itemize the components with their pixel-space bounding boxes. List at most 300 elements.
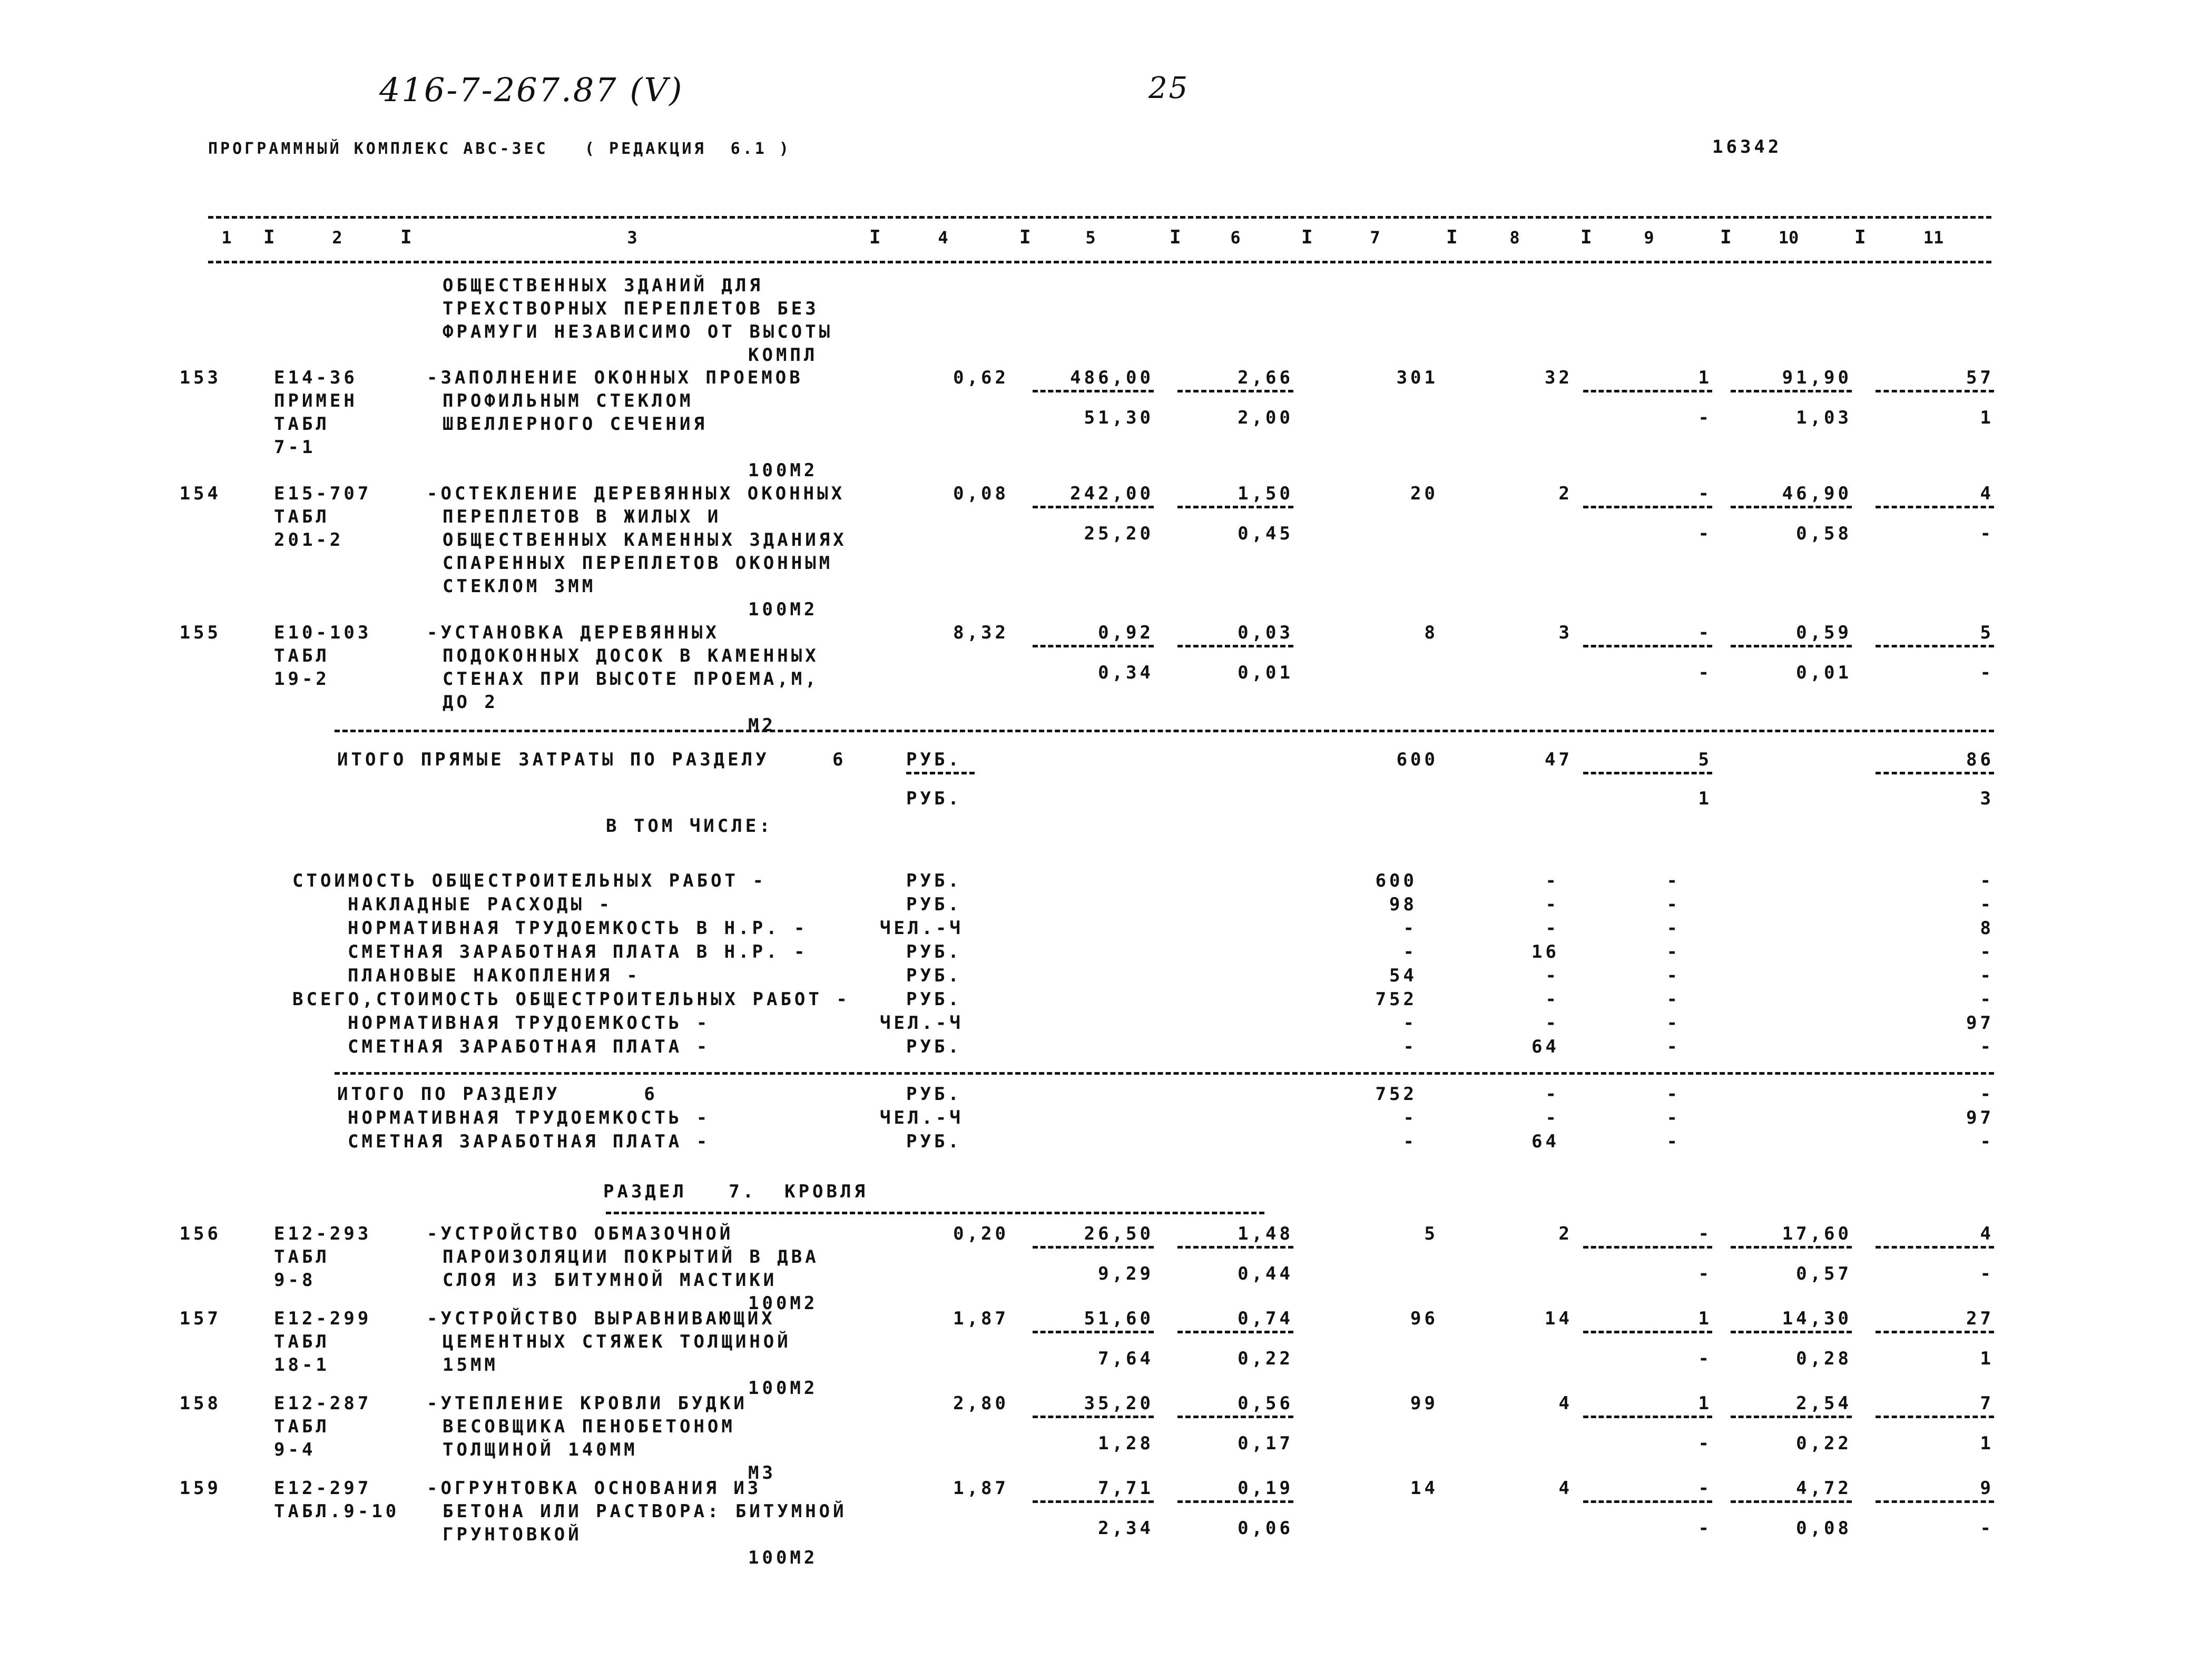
column-separator: I (1446, 227, 1458, 248)
breakdown-unit: РУБ. (906, 1036, 962, 1057)
row-unit: 100М2 (748, 1547, 818, 1568)
section-sum-c7: 752 (1375, 1084, 1417, 1105)
row-code: ТАБЛ (274, 645, 330, 666)
breakdown-label: СМЕТНАЯ ЗАРАБОТНАЯ ПЛАТА В Н.Р. - (348, 941, 808, 962)
row-divider (1731, 1500, 1852, 1503)
row-c11-top: 57 (1966, 367, 1994, 388)
row-code: E12-293 (274, 1223, 372, 1244)
row-code: ТАБЛ (274, 1416, 330, 1437)
breakdown-c8: - (1545, 989, 1559, 1010)
section-sum-unit: РУБ. (906, 1131, 962, 1152)
row-divider (1033, 645, 1154, 647)
breakdown-c9: - (1666, 918, 1681, 939)
row-code: ТАБЛ (274, 414, 330, 435)
row-oper-bot: 0,17 (1238, 1433, 1293, 1454)
section-total-c11: 86 (1966, 749, 1994, 770)
header-bottom-rule (208, 261, 1991, 263)
breakdown-c7: - (1403, 1013, 1417, 1034)
row-c11-top: 9 (1980, 1478, 1994, 1499)
row-oper-top: 2,66 (1238, 367, 1293, 388)
section-total-unit: РУБ. (906, 749, 962, 770)
row-divider (1177, 390, 1293, 392)
row-code: 9-4 (274, 1439, 316, 1460)
breakdown-c8: 16 (1531, 941, 1559, 962)
breakdown-label: СТОИМОСТЬ ОБЩЕСТРОИТЕЛЬНЫХ РАБОТ - (292, 870, 767, 891)
section-divider (906, 772, 975, 774)
row-c11-bot: - (1980, 523, 1994, 544)
breakdown-unit: ЧЕЛ.-Ч (880, 918, 964, 939)
row-labor-bot: 0,22 (1796, 1433, 1852, 1454)
breakdown-unit: РУБ. (906, 894, 962, 915)
row-oper-top: 1,50 (1238, 483, 1293, 504)
section-7-underline (606, 1212, 1264, 1214)
column-separator: I (400, 227, 412, 248)
section-sum-c8: 64 (1531, 1131, 1559, 1152)
row-c11-bot: 1 (1980, 407, 1994, 428)
row-divider (1731, 506, 1852, 508)
page-number: 25 (1148, 71, 1190, 105)
row-mach-bot: - (1698, 407, 1712, 428)
row-oper-bot: 0,44 (1238, 1263, 1293, 1284)
row-description: ГРУНТОВКОЙ (443, 1524, 582, 1545)
row-total: 5 (1424, 1223, 1438, 1244)
row-price-top: 0,92 (1098, 622, 1154, 643)
breakdown-c7: - (1403, 918, 1417, 939)
row-quantity: 1,87 (953, 1308, 1009, 1329)
section-sum-unit: РУБ. (906, 1084, 962, 1105)
breakdown-c11: - (1980, 989, 1994, 1010)
column-header-cell: 2 (332, 228, 342, 248)
row-wage: 2 (1558, 483, 1573, 504)
column-separator: I (263, 227, 275, 248)
breakdown-c7: 752 (1375, 989, 1417, 1010)
row-labor-bot: 0,08 (1796, 1518, 1852, 1539)
row-unit: М3 (748, 1462, 776, 1483)
row-mach-top: 1 (1698, 1308, 1712, 1329)
column-separator: I (1580, 227, 1592, 248)
breakdown-c8: - (1545, 965, 1559, 986)
column-separator: I (1301, 227, 1313, 248)
section-total-c11-bot: 3 (1980, 788, 1994, 809)
continuation-line: ТРЕХСТВОРНЫХ ПЕРЕПЛЕТОВ БЕЗ (443, 298, 819, 319)
column-header-cell: 9 (1644, 228, 1654, 248)
row-description: ЦЕМЕНТНЫХ СТЯЖЕК ТОЛЩИНОЙ (443, 1331, 791, 1352)
row-labor-top: 91,90 (1782, 367, 1852, 388)
breakdown-c11: - (1980, 965, 1994, 986)
row-mach-top: - (1698, 483, 1712, 504)
row-divider (1876, 1500, 1994, 1503)
row-number: 159 (179, 1478, 221, 1499)
row-oper-bot: 0,06 (1238, 1518, 1293, 1539)
row-divider (1177, 506, 1293, 508)
row-code: ТАБЛ.9-10 (274, 1501, 400, 1522)
row-price-top: 486,00 (1070, 367, 1154, 388)
row-divider (1731, 390, 1852, 392)
section-total-value: 600 (1396, 749, 1438, 770)
row-code: 18-1 (274, 1354, 330, 1376)
section-total-number: 6 (832, 749, 847, 770)
row-description: СЛОЯ ИЗ БИТУМНОЙ МАСТИКИ (443, 1270, 778, 1291)
row-price-bot: 7,64 (1098, 1348, 1154, 1369)
row-divider (1177, 645, 1293, 647)
breakdown-c9: - (1666, 1013, 1681, 1034)
row-divider (1583, 645, 1712, 647)
continuation-line: КОМПЛ (748, 345, 818, 366)
breakdown-label: НОРМАТИВНАЯ ТРУДОЕМКОСТЬ В Н.Р. - (348, 918, 808, 939)
row-divider (1033, 1500, 1154, 1503)
row-price-top: 35,20 (1084, 1393, 1154, 1414)
row-description: -УСТРОЙСТВО ВЫРАВНИВАЮЩИХ (427, 1308, 775, 1329)
row-code: ТАБЛ (274, 1246, 330, 1268)
section-total-label: ИТОГО ПРЯМЫЕ ЗАТРАТЫ ПО РАЗДЕЛУ (337, 749, 770, 770)
row-c11-top: 5 (1980, 622, 1994, 643)
breakdown-c9: - (1666, 894, 1681, 915)
row-price-bot: 1,28 (1098, 1433, 1154, 1454)
continuation-line: ФРАМУГИ НЕЗАВИСИМО ОТ ВЫСОТЫ (443, 321, 833, 342)
row-number: 155 (179, 622, 221, 643)
breakdown-unit: РУБ. (906, 941, 962, 962)
section-sum-c11: - (1980, 1131, 1994, 1152)
row-description: -УСТРОЙСТВО ОБМАЗОЧНОЙ (427, 1223, 734, 1244)
row-total: 14 (1410, 1478, 1438, 1499)
section-sum-c8: - (1545, 1107, 1559, 1128)
row-description: -ОГРУНТОВКА ОСНОВАНИЯ ИЗ (427, 1478, 762, 1499)
row-description: СТЕНАХ ПРИ ВЫСОТЕ ПРОЕМА,М, (443, 669, 819, 690)
row-divider (1033, 1246, 1154, 1249)
row-code: E12-287 (274, 1393, 372, 1414)
row-divider (1876, 506, 1994, 508)
breakdown-c9: - (1666, 1036, 1681, 1057)
row-divider (1583, 1331, 1712, 1333)
row-number: 156 (179, 1223, 221, 1244)
breakdown-c9: - (1666, 941, 1681, 962)
row-quantity: 2,80 (953, 1393, 1009, 1414)
row-description: -ОСТЕКЛЕНИЕ ДЕРЕВЯННЫХ ОКОННЫХ (427, 483, 846, 504)
section-total-rule (335, 1072, 1994, 1075)
column-header-cell: 4 (938, 228, 948, 248)
row-mach-top: - (1698, 1223, 1712, 1244)
section-total-unit2: РУБ. (906, 788, 962, 809)
row-oper-bot: 0,22 (1238, 1348, 1293, 1369)
breakdown-c9: - (1666, 870, 1681, 891)
row-c11-bot: 1 (1980, 1433, 1994, 1454)
row-code: 9-8 (274, 1270, 316, 1291)
row-total: 99 (1410, 1393, 1438, 1414)
section-sum-label: НОРМАТИВНАЯ ТРУДОЕМКОСТЬ - (348, 1107, 711, 1128)
row-code: E15-707 (274, 483, 372, 504)
breakdown-c11: - (1980, 1036, 1994, 1057)
row-labor-bot: 1,03 (1796, 407, 1852, 428)
column-header-cell: 7 (1370, 228, 1380, 248)
breakdown-label: СМЕТНАЯ ЗАРАБОТНАЯ ПЛАТА - (348, 1036, 711, 1057)
breakdown-c7: 54 (1389, 965, 1417, 986)
row-divider (1033, 1416, 1154, 1418)
section-total-mach-bot: 1 (1698, 788, 1712, 809)
section-sum-label: ИТОГО ПО РАЗДЕЛУ 6 (337, 1084, 658, 1105)
row-price-bot: 51,30 (1084, 407, 1154, 428)
row-quantity: 1,87 (953, 1478, 1009, 1499)
section-sum-c11: - (1980, 1084, 1994, 1105)
section-sum-label: СМЕТНАЯ ЗАРАБОТНАЯ ПЛАТА - (348, 1131, 711, 1152)
row-total: 20 (1410, 483, 1438, 504)
row-labor-bot: 0,01 (1796, 662, 1852, 683)
row-code: 201-2 (274, 529, 344, 551)
breakdown-c11: - (1980, 894, 1994, 915)
row-number: 157 (179, 1308, 221, 1329)
row-mach-top: - (1698, 622, 1712, 643)
column-header-cell: 11 (1923, 228, 1944, 248)
breakdown-c7: - (1403, 941, 1417, 962)
row-labor-top: 46,90 (1782, 483, 1852, 504)
row-divider (1033, 506, 1154, 508)
row-divider (1177, 1416, 1293, 1418)
continuation-line: ОБЩЕСТВЕННЫХ ЗДАНИЙ ДЛЯ (443, 275, 763, 296)
breakdown-c7: 600 (1375, 870, 1417, 891)
including-label: В ТОМ ЧИСЛЕ: (606, 816, 773, 837)
row-divider (1583, 1246, 1712, 1249)
column-header-cell: 1 (221, 228, 232, 248)
row-description: ТОЛЩИНОЙ 140ММ (443, 1439, 638, 1460)
row-description: ПАРОИЗОЛЯЦИИ ПОКРЫТИЙ В ДВА (443, 1246, 819, 1268)
row-code: 19-2 (274, 669, 330, 690)
row-mach-bot: - (1698, 1518, 1712, 1539)
row-price-top: 242,00 (1070, 483, 1154, 504)
row-price-top: 7,71 (1098, 1478, 1154, 1499)
section-sum-c8: - (1545, 1084, 1559, 1105)
column-header-cell: 8 (1509, 228, 1520, 248)
row-quantity: 0,08 (953, 483, 1009, 504)
column-header-cell: 3 (627, 228, 637, 248)
row-oper-top: 0,19 (1238, 1478, 1293, 1499)
row-divider (1731, 1416, 1852, 1418)
row-number: 153 (179, 367, 221, 388)
column-separator: I (1720, 227, 1732, 248)
row-mach-bot: - (1698, 523, 1712, 544)
row-description: СПАРЕННЫХ ПЕРЕПЛЕТОВ ОКОННЫМ (443, 553, 833, 574)
row-mach-top: - (1698, 1478, 1712, 1499)
row-unit: 100М2 (748, 1378, 818, 1399)
row-c11-bot: - (1980, 1518, 1994, 1539)
section-sum-c9: - (1666, 1107, 1681, 1128)
row-total: 96 (1410, 1308, 1438, 1329)
row-wage: 32 (1545, 367, 1573, 388)
row-oper-top: 0,56 (1238, 1393, 1293, 1414)
row-description: ВЕСОВЩИКА ПЕНОБЕТОНОМ (443, 1416, 735, 1437)
row-description: -ЗАПОЛНЕНИЕ ОКОННЫХ ПРОЕМОВ (427, 367, 803, 388)
row-divider (1583, 1416, 1712, 1418)
row-total: 8 (1424, 622, 1438, 643)
row-labor-bot: 0,28 (1796, 1348, 1852, 1369)
row-divider (1033, 390, 1154, 392)
row-oper-bot: 0,45 (1238, 523, 1293, 544)
row-c11-bot: - (1980, 662, 1994, 683)
breakdown-unit: РУБ. (906, 989, 962, 1010)
section-sum-unit: ЧЕЛ.-Ч (880, 1107, 964, 1128)
row-c11-bot: - (1980, 1263, 1994, 1284)
breakdown-unit: РУБ. (906, 965, 962, 986)
breakdown-c8: 64 (1531, 1036, 1559, 1057)
breakdown-label: ПЛАНОВЫЕ НАКОПЛЕНИЯ - (348, 965, 641, 986)
row-description: -УТЕПЛЕНИЕ КРОВЛИ БУДКИ (427, 1393, 748, 1414)
breakdown-c11: 8 (1980, 918, 1994, 939)
breakdown-unit: РУБ. (906, 870, 962, 891)
row-divider (1583, 1500, 1712, 1503)
breakdown-c8: - (1545, 894, 1559, 915)
row-c11-top: 7 (1980, 1393, 1994, 1414)
row-divider (1876, 1416, 1994, 1418)
row-code: ПРИМЕН (274, 390, 358, 411)
column-separator: I (1854, 227, 1866, 248)
breakdown-c8: - (1545, 918, 1559, 939)
row-mach-bot: - (1698, 1433, 1712, 1454)
row-total: 301 (1396, 367, 1438, 388)
row-labor-bot: 0,57 (1796, 1263, 1852, 1284)
row-c11-bot: 1 (1980, 1348, 1994, 1369)
breakdown-c9: - (1666, 965, 1681, 986)
row-unit: 100М2 (748, 1293, 818, 1314)
row-labor-top: 0,59 (1796, 622, 1852, 643)
row-labor-top: 14,30 (1782, 1308, 1852, 1329)
row-description: ОБЩЕСТВЕННЫХ КАМЕННЫХ ЗДАНИЯХ (443, 529, 847, 551)
row-quantity: 0,20 (953, 1223, 1009, 1244)
row-wage: 4 (1558, 1478, 1573, 1499)
row-divider (1876, 1331, 1994, 1333)
row-mach-bot: - (1698, 662, 1712, 683)
row-c11-top: 4 (1980, 483, 1994, 504)
row-c11-top: 27 (1966, 1308, 1994, 1329)
row-oper-top: 0,74 (1238, 1308, 1293, 1329)
row-number: 158 (179, 1393, 221, 1414)
breakdown-c8: - (1545, 870, 1559, 891)
row-divider (1033, 1331, 1154, 1333)
row-labor-top: 17,60 (1782, 1223, 1852, 1244)
breakdown-label: НАКЛАДНЫЕ РАСХОДЫ - (348, 894, 613, 915)
row-price-bot: 0,34 (1098, 662, 1154, 683)
column-header-cell: 10 (1778, 228, 1799, 248)
section-sum-c9: - (1666, 1084, 1681, 1105)
row-divider (1583, 390, 1712, 392)
column-separator: I (1019, 227, 1031, 248)
row-divider (1876, 1246, 1994, 1249)
section-rule (335, 730, 1994, 732)
row-price-bot: 2,34 (1098, 1518, 1154, 1539)
section-total-mach: 5 (1698, 749, 1712, 770)
row-oper-bot: 0,01 (1238, 662, 1293, 683)
breakdown-c11: - (1980, 870, 1994, 891)
row-description: СТЕКЛОМ 3ММ (443, 576, 596, 597)
row-wage: 2 (1558, 1223, 1573, 1244)
row-code: ТАБЛ (274, 506, 330, 527)
row-price-top: 26,50 (1084, 1223, 1154, 1244)
row-description: -УСТАНОВКА ДЕРЕВЯННЫХ (427, 622, 720, 643)
breakdown-c7: 98 (1389, 894, 1417, 915)
row-number: 154 (179, 483, 221, 504)
row-divider (1583, 506, 1712, 508)
breakdown-c11: 97 (1966, 1013, 1994, 1034)
program-line: ПРОГРАММНЫЙ КОМПЛЕКС АВС-ЗЕС ( РЕДАКЦИЯ 6.1 ) (208, 140, 791, 158)
breakdown-c9: - (1666, 989, 1681, 1010)
row-unit: 100М2 (748, 460, 818, 481)
row-description: ПЕРЕПЛЕТОВ В ЖИЛЫХ И (443, 506, 722, 527)
row-labor-top: 2,54 (1796, 1393, 1852, 1414)
row-description: ПОДОКОННЫХ ДОСОК В КАМЕННЫХ (443, 645, 819, 666)
row-code: ТАБЛ (274, 1331, 330, 1352)
row-wage: 14 (1545, 1308, 1573, 1329)
row-oper-top: 0,03 (1238, 622, 1293, 643)
row-code: E14-36 (274, 367, 358, 388)
breakdown-label: ВСЕГО,СТОИМОСТЬ ОБЩЕСТРОИТЕЛЬНЫХ РАБОТ - (292, 989, 850, 1010)
row-c11-top: 4 (1980, 1223, 1994, 1244)
section-total-wage: 47 (1545, 749, 1573, 770)
doc-number: 16342 (1712, 136, 1782, 158)
section-divider (1876, 772, 1994, 774)
row-code: E12-297 (274, 1478, 372, 1499)
row-unit: 100М2 (748, 599, 818, 620)
row-description: БЕТОНА ИЛИ РАСТВОРА: БИТУМНОЙ (443, 1501, 847, 1522)
row-divider (1177, 1500, 1293, 1503)
row-mach-top: 1 (1698, 1393, 1712, 1414)
breakdown-c8: - (1545, 1013, 1559, 1034)
column-header-cell: 5 (1085, 228, 1096, 248)
section-divider (1583, 772, 1712, 774)
column-separator: I (869, 227, 881, 248)
row-price-top: 51,60 (1084, 1308, 1154, 1329)
row-description: ПРОФИЛЬНЫМ СТЕКЛОМ (443, 390, 694, 411)
row-wage: 4 (1558, 1393, 1573, 1414)
section-sum-c7: - (1403, 1107, 1417, 1128)
section-7-title: РАЗДЕЛ 7. КРОВЛЯ (603, 1181, 868, 1202)
row-wage: 3 (1558, 622, 1573, 643)
breakdown-label: НОРМАТИВНАЯ ТРУДОЕМКОСТЬ - (348, 1013, 711, 1034)
row-oper-top: 1,48 (1238, 1223, 1293, 1244)
section-sum-c7: - (1403, 1131, 1417, 1152)
row-mach-bot: - (1698, 1348, 1712, 1369)
row-divider (1876, 645, 1994, 647)
row-unit: М2 (748, 715, 776, 736)
column-separator: I (1170, 227, 1181, 248)
row-mach-bot: - (1698, 1263, 1712, 1284)
row-divider (1731, 1331, 1852, 1333)
breakdown-unit: ЧЕЛ.-Ч (880, 1013, 964, 1034)
row-divider (1177, 1331, 1293, 1333)
row-code: 7-1 (274, 437, 316, 458)
section-sum-c9: - (1666, 1131, 1681, 1152)
row-divider (1876, 390, 1994, 392)
row-code: E10-103 (274, 622, 372, 643)
row-labor-bot: 0,58 (1796, 523, 1852, 544)
breakdown-c7: - (1403, 1036, 1417, 1057)
row-description: ДО 2 (443, 692, 498, 713)
row-mach-top: 1 (1698, 367, 1712, 388)
row-price-bot: 9,29 (1098, 1263, 1154, 1284)
row-divider (1731, 645, 1852, 647)
section-sum-c11: 97 (1966, 1107, 1994, 1128)
handwritten-code: 416-7-267.87 (V) (379, 71, 684, 109)
header-top-rule (208, 216, 1991, 219)
row-divider (1177, 1246, 1293, 1249)
row-description: 15ММ (443, 1354, 498, 1376)
row-code: E12-299 (274, 1308, 372, 1329)
row-divider (1731, 1246, 1852, 1249)
row-quantity: 8,32 (953, 622, 1009, 643)
row-description: ШВЕЛЛЕРНОГО СЕЧЕНИЯ (443, 414, 708, 435)
row-labor-top: 4,72 (1796, 1478, 1852, 1499)
row-price-bot: 25,20 (1084, 523, 1154, 544)
breakdown-c11: - (1980, 941, 1994, 962)
row-quantity: 0,62 (953, 367, 1009, 388)
column-header-cell: 6 (1230, 228, 1241, 248)
row-oper-bot: 2,00 (1238, 407, 1293, 428)
